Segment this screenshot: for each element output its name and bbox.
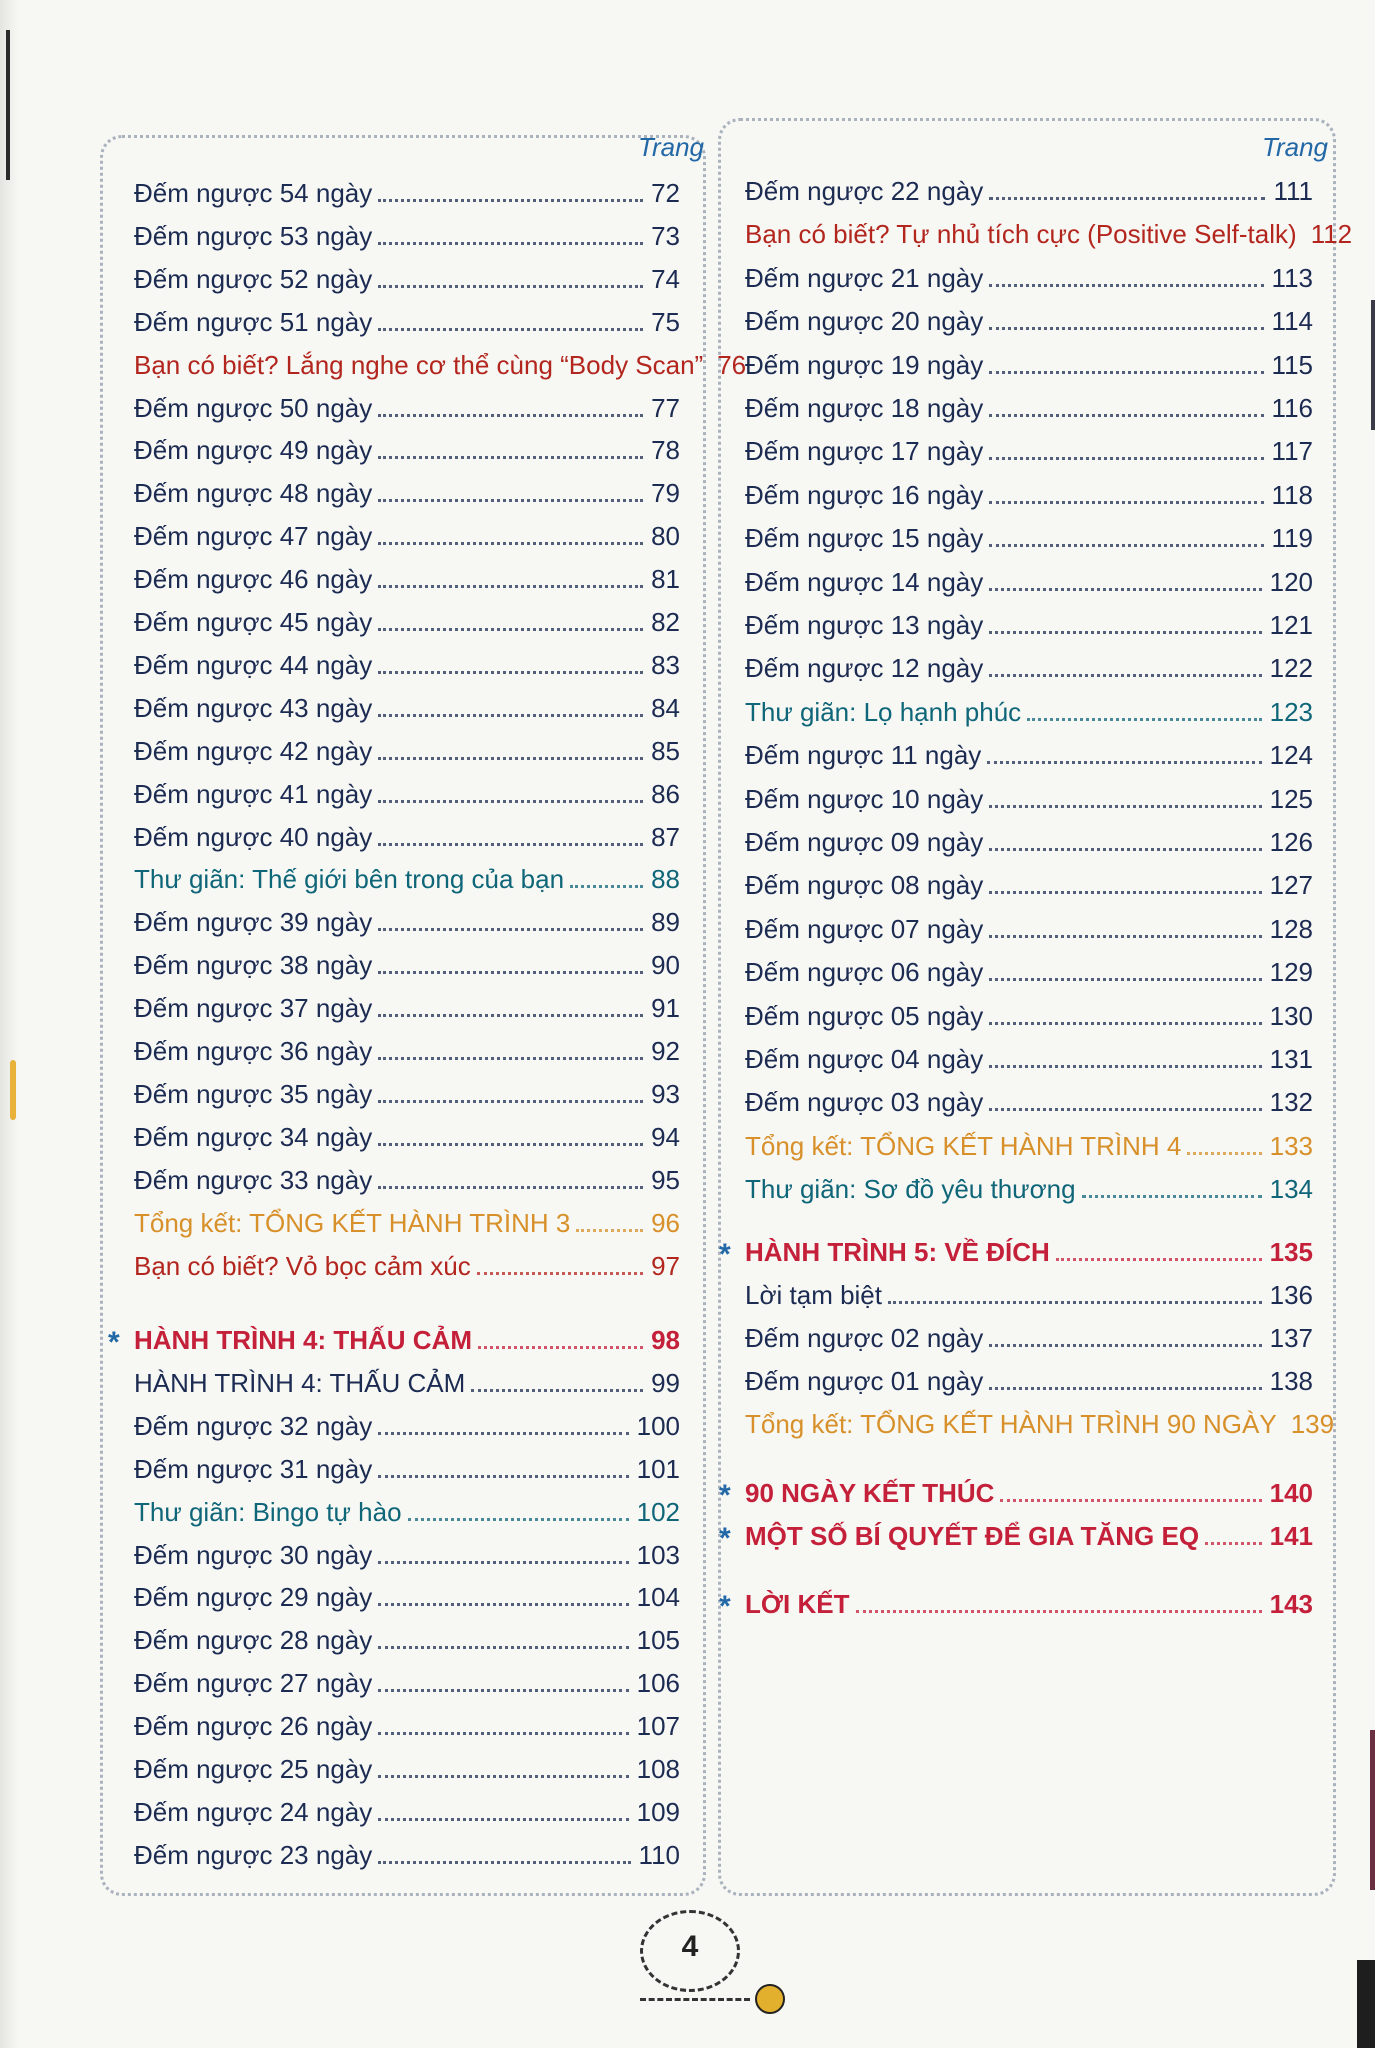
toc-entry-label: Đếm ngược 09 ngày [745,827,984,857]
toc-entry-page: 130 [1269,1000,1313,1031]
toc-entry [134,776,680,812]
toc-entry-label: Đếm ngược 48 ngày [134,478,373,509]
dot-leader [378,285,643,288]
page-edge-shadow [0,0,18,2048]
toc-entry [745,1128,1313,1164]
toc-entry-label: Thư giãn: Sơ đồ yêu thương [745,1174,1076,1205]
dot-leader [378,928,643,931]
toc-entry [134,175,680,211]
toc-entry-label: Đếm ngược 13 ngày [745,610,984,640]
toc-entry [134,261,680,297]
page-header-label-right: Trang [1262,132,1328,162]
toc-entry-page: 117 [1271,436,1313,467]
toc-entry-label: Đếm ngược 49 ngày [134,435,373,466]
toc-entry [134,1794,680,1830]
toc-entry-label: HÀNH TRÌNH 5: VỀ ĐÍCH [745,1237,1050,1267]
toc-entry-page: 94 [651,1121,680,1152]
dot-leader [987,761,1261,764]
toc-entry-page: 126 [1269,827,1313,857]
toc-entry-label: Đếm ngược 27 ngày [134,1668,373,1699]
toc-entry-label: Đếm ngược 30 ngày [134,1539,373,1570]
toc-entry [745,954,1313,990]
toc-entry-label: Đếm ngược 29 ngày [134,1582,373,1613]
toc-entry-page: 110 [638,1839,680,1870]
toc-entry-page: 109 [636,1796,680,1827]
toc-entry [134,690,680,726]
toc-entry-page: 92 [651,1036,680,1066]
toc-entry [745,520,1313,556]
dot-leader [989,284,1263,287]
dot-leader [378,499,643,502]
toc-entry [134,1119,680,1155]
toc-entry-page: 80 [651,521,680,552]
toc-entry [745,1084,1313,1120]
toc-entry [745,390,1313,426]
toc-entry [134,904,680,940]
toc-entry-page: 89 [651,907,680,938]
toc-entry-page: 99 [651,1367,680,1398]
dot-leader [989,327,1263,330]
toc-entry-label: Đếm ngược 31 ngày [134,1453,373,1484]
toc-entry-page: 136 [1269,1280,1313,1310]
dot-leader [989,805,1261,808]
toc-entry-label: Đếm ngược 10 ngày [745,783,984,814]
toc-entry-label: Đếm ngược 52 ngày [134,263,373,294]
toc-entry-page: 84 [651,692,680,723]
toc-entry [745,998,1313,1034]
dot-leader [576,1229,643,1232]
toc-section-entry [745,1586,1313,1622]
toc-entry [134,1248,680,1284]
dot-leader [378,843,643,846]
toc-entry-label: Đếm ngược 41 ngày [134,778,373,809]
toc-entry-page: 86 [651,778,680,809]
toc-entry [134,432,680,468]
toc-entry [745,694,1313,730]
toc-entry-label: Bạn có biết? Vỏ bọc cảm xúc [134,1250,471,1281]
edge-mark [1370,1730,1375,1890]
toc-entry-page: 103 [636,1539,680,1570]
toc-entry-label: Lời tạm biệt [745,1280,882,1310]
toc-entry-page: 116 [1271,393,1313,423]
toc-entry-label: Thư giãn: Lọ hạnh phúc [745,696,1022,727]
dot-leader [989,1108,1261,1111]
dot-leader [378,1689,628,1692]
toc-entry [134,1494,680,1530]
toc-entry-label: Đếm ngược 34 ngày [134,1121,373,1152]
toc-entry-label: Đếm ngược 12 ngày [745,653,984,684]
toc-section-entry [745,1234,1313,1270]
toc-entry-label: Đếm ngược 43 ngày [134,692,373,723]
asterisk-icon: * [719,1238,731,1271]
toc-entry-page: 74 [651,263,680,294]
toc-entry [745,781,1313,817]
dot-leader [378,1475,628,1478]
toc-section-entry [745,1518,1313,1554]
toc-entry [134,1837,680,1873]
toc-entry-page: 111 [1273,176,1313,206]
toc-entry-page: 72 [651,178,680,208]
dot-leader [378,199,643,202]
toc-entry-label: Đếm ngược 51 ngày [134,306,373,337]
toc-entry-page: 75 [651,306,680,337]
toc-entry-label: Đếm ngược 16 ngày [745,479,984,510]
toc-entry-page: 90 [651,950,680,981]
edge-mark [1357,1960,1375,2048]
dot-leader [378,1775,628,1778]
toc-entry-page: 131 [1269,1044,1313,1074]
toc-entry-page: 83 [651,649,680,680]
toc-entry-page: 107 [636,1711,680,1742]
dot-leader [989,1065,1261,1068]
toc-entry-page: 102 [636,1496,680,1527]
toc-entry [134,861,680,897]
toc-entry-page: 132 [1269,1087,1313,1118]
toc-entry-label: Đếm ngược 08 ngày [745,870,984,901]
toc-entry [134,604,680,640]
toc-entry-page: 139 [1290,1409,1335,1439]
toc-entry-label: Tổng kết: TỔNG KẾT HÀNH TRÌNH 4 [745,1130,1182,1161]
dot-leader [478,1346,643,1349]
dot-leader [378,1014,643,1017]
toc-entry-label: Đếm ngược 50 ngày [134,392,373,423]
toc-entry [745,1277,1313,1313]
dot-leader [378,1818,628,1821]
toc-entry-label: Đếm ngược 18 ngày [745,393,984,423]
toc-entry-page: 95 [651,1164,680,1195]
toc-section-entry [745,1475,1313,1511]
toc-entry-label: MỘT SỐ BÍ QUYẾT ĐỂ GIA TĂNG EQ [745,1521,1200,1551]
toc-entry [134,733,680,769]
toc-entry [134,647,680,683]
toc-entry [134,390,680,426]
dot-leader [989,891,1261,894]
toc-entry-page: 82 [651,607,680,637]
dot-leader [989,978,1261,981]
toc-entry-page: 121 [1269,610,1313,640]
dot-leader [378,542,643,545]
page-header-label-left: Trang [638,132,704,162]
toc-entry [134,1579,680,1615]
toc-entry-page: 129 [1269,957,1313,988]
toc-entry [745,1363,1313,1399]
toc-entry [745,1041,1313,1077]
toc-entry-label: Đếm ngược 39 ngày [134,907,373,938]
toc-entry-page: 127 [1269,870,1313,901]
toc-entry-page: 108 [636,1754,680,1784]
toc-entry-page: 91 [651,993,680,1024]
toc-entry-page: 133 [1269,1130,1313,1161]
dot-leader [378,1861,630,1864]
toc-entry-label: Đếm ngược 47 ngày [134,521,373,552]
toc-entry-page: 105 [636,1625,680,1656]
dot-leader [378,585,643,588]
toc-entry-page: 115 [1271,349,1313,380]
dot-leader [1205,1542,1262,1545]
toc-entry-label: Đếm ngược 02 ngày [745,1323,984,1353]
toc-entry-label: HÀNH TRÌNH 4: THẤU CẢM [134,1367,466,1398]
toc-entry-label: Đếm ngược 40 ngày [134,821,373,852]
dot-leader [378,800,643,803]
dot-leader [378,1646,628,1649]
dot-leader [989,1022,1261,1025]
dot-leader [378,414,643,417]
dot-leader [378,1432,628,1435]
toc-entry-label: Đếm ngược 44 ngày [134,649,373,680]
toc-entry-label: Đếm ngược 03 ngày [745,1087,984,1118]
dot-leader [989,848,1261,851]
toc-entry-label: Đếm ngược 45 ngày [134,607,373,637]
dot-leader [989,1344,1261,1347]
toc-entry [134,518,680,554]
dot-leader [989,414,1263,417]
dot-leader [378,1143,643,1146]
dot-leader [989,501,1263,504]
toc-entry [745,1171,1313,1207]
toc-entry [134,1076,680,1112]
dot-leader [570,885,643,888]
asterisk-icon: * [108,1326,120,1359]
toc-entry [745,824,1313,860]
toc-entry-page: 93 [651,1078,680,1109]
dot-leader [378,1603,628,1606]
dot-leader [378,1561,628,1564]
toc-entry-page: 124 [1269,740,1313,771]
toc-entry-label: Đếm ngược 23 ngày [134,1839,373,1870]
toc-entry [134,347,747,383]
toc-entry-label: Đếm ngược 33 ngày [134,1164,373,1195]
dot-leader [989,544,1263,547]
dot-leader [378,714,643,717]
toc-entry-page: 100 [636,1410,680,1441]
toc-entry-label: Đếm ngược 42 ngày [134,735,373,766]
dot-leader [989,935,1261,938]
toc-entry-label: Đếm ngược 06 ngày [745,957,984,988]
toc-entry-label: Đếm ngược 32 ngày [134,1410,373,1441]
toc-entry [745,477,1313,513]
toc-entry [134,1537,680,1573]
page-number: 4 [681,1930,699,1963]
toc-entry-label: Đếm ngược 25 ngày [134,1754,373,1784]
edge-mark [1371,300,1375,430]
toc-entry-page: 122 [1269,653,1313,684]
toc-entry-page: 143 [1269,1589,1313,1619]
toc-entry [745,564,1313,600]
toc-entry-label: Đếm ngược 04 ngày [745,1044,984,1074]
toc-entry-label: Thư giãn: Bingo tự hào [134,1496,402,1527]
toc-entry [134,1708,680,1744]
toc-entry [745,303,1313,339]
toc-entry-label: Đếm ngược 11 ngày [745,740,982,771]
toc-entry [134,218,680,254]
dot-leader [378,1732,628,1735]
toc-entry-page: 119 [1271,523,1313,554]
toc-entry-page: 78 [651,435,680,466]
toc-entry-label: Đếm ngược 38 ngày [134,950,373,981]
toc-entry [134,1451,680,1487]
toc-entry-page: 79 [651,478,680,509]
toc-entry-label: Đếm ngược 46 ngày [134,564,373,595]
toc-entry [134,1622,680,1658]
toc-entry [134,475,680,511]
dot-leader [378,328,643,331]
toc-entry-page: 123 [1269,696,1313,727]
toc-entry-page: 112 [1310,219,1353,250]
toc-entry-page: 120 [1269,566,1313,597]
dot-leader [378,1100,643,1103]
toc-entry [134,990,680,1026]
toc-entry-page: 98 [651,1325,680,1355]
toc-entry-label: Đếm ngược 24 ngày [134,1796,373,1827]
toc-entry [745,911,1313,947]
toc-entry-page: 137 [1269,1323,1313,1353]
toc-entry-page: 106 [636,1668,680,1699]
toc-entry [134,1365,680,1401]
toc-entry-label: Đếm ngược 07 ngày [745,913,984,944]
asterisk-icon: * [719,1479,731,1512]
dot-leader [989,197,1265,200]
toc-entry-label: HÀNH TRÌNH 4: THẤU CẢM [134,1325,472,1355]
dot-leader [1027,718,1261,721]
toc-entry [745,1320,1313,1356]
toc-entry-page: 101 [636,1453,680,1484]
toc-entry [134,819,680,855]
dot-leader [378,971,643,974]
dot-leader [1082,1195,1262,1198]
toc-entry-page: 138 [1269,1366,1313,1396]
toc-entry-label: Bạn có biết? Tự nhủ tích cực (Positive Self-talk) [745,219,1297,250]
toc-entry-label: Đếm ngược 36 ngày [134,1036,373,1066]
toc-entry-label: Đếm ngược 19 ngày [745,349,984,380]
toc-entry-label: LỜI KẾT [745,1589,850,1619]
toc-entry [134,1665,680,1701]
dot-leader [477,1272,643,1275]
toc-entry [134,947,680,983]
dot-leader [1000,1499,1261,1502]
toc-entry-page: 77 [651,392,680,423]
toc-entry [745,737,1313,773]
toc-entry-label: Đếm ngược 01 ngày [745,1366,984,1396]
dot-leader [1056,1258,1262,1261]
dot-leader [856,1610,1262,1613]
toc-entry [745,173,1313,209]
toc-entry [745,347,1313,383]
toc-entry-label: Đếm ngược 35 ngày [134,1078,373,1109]
toc-entry-page: 125 [1269,783,1313,814]
toc-entry [745,650,1313,686]
page-number-dashes [640,1998,750,2001]
bee-icon [755,1984,785,2014]
dot-leader [378,1186,643,1189]
toc-entry-page: 81 [651,564,680,595]
toc-entry-page: 104 [636,1582,680,1613]
dot-leader [378,1057,643,1060]
toc-entry-label: Đếm ngược 22 ngày [745,176,984,206]
toc-entry [134,1162,680,1198]
toc-entry-page: 113 [1271,262,1313,293]
dot-leader [378,671,643,674]
toc-entry-page: 97 [651,1250,680,1281]
dot-leader [989,457,1263,460]
dot-leader [888,1301,1262,1304]
toc-entry-page: 134 [1269,1174,1313,1205]
toc-entry-label: Đếm ngược 20 ngày [745,306,984,337]
toc-entry-page: 141 [1269,1521,1313,1551]
toc-entry [745,433,1313,469]
toc-entry-label: Thư giãn: Thế giới bên trong của bạn [134,864,565,895]
toc-entry-label: Đếm ngược 37 ngày [134,993,373,1024]
asterisk-icon: * [719,1590,731,1623]
dot-leader [408,1518,629,1521]
toc-entry-label: Đếm ngược 54 ngày [134,178,373,208]
dot-leader [378,628,643,631]
toc-entry-page: 114 [1271,306,1313,337]
toc-entry-label: Tổng kết: TỔNG KẾT HÀNH TRÌNH 90 NGÀY [745,1409,1277,1439]
toc-entry-page: 140 [1269,1478,1313,1508]
dot-leader [989,588,1261,591]
toc-entry-label: Đếm ngược 05 ngày [745,1000,984,1031]
toc-entry-label: Tổng kết: TỔNG KẾT HÀNH TRÌNH 3 [134,1207,571,1238]
dot-leader [471,1389,643,1392]
toc-entry-page: 87 [651,821,680,852]
toc-entry-page: 85 [651,735,680,766]
dot-leader [989,371,1263,374]
toc-entry-label: Đếm ngược 15 ngày [745,523,984,554]
dot-leader [378,757,643,760]
dot-leader [1187,1152,1261,1155]
toc-entry-label: Bạn có biết? Lắng nghe cơ thể cùng “Body Scan” [134,349,704,380]
toc-entry [134,561,680,597]
dot-leader [989,631,1261,634]
dot-leader [378,242,643,245]
toc-entry-label: Đếm ngược 14 ngày [745,566,984,597]
toc-entry [745,607,1313,643]
dot-leader [989,1387,1261,1390]
toc-entry [745,260,1313,296]
binding-mark [10,1060,16,1120]
toc-entry [745,1406,1335,1442]
asterisk-icon: * [719,1522,731,1555]
toc-entry [745,216,1353,252]
toc-section-entry [134,1322,680,1358]
toc-entry [134,1205,680,1241]
toc-entry-page: 135 [1269,1237,1313,1267]
toc-entry-page: 88 [651,864,680,895]
toc-entry [134,1033,680,1069]
toc-entry-page: 73 [651,220,680,251]
toc-entry-page: 96 [651,1207,680,1238]
toc-entry [134,304,680,340]
toc-entry-label: Đếm ngược 26 ngày [134,1711,373,1742]
dot-leader [378,456,643,459]
toc-entry-page: 128 [1269,913,1313,944]
dot-leader [989,674,1261,677]
toc-entry-label: Đếm ngược 17 ngày [745,436,984,467]
toc-entry-label: Đếm ngược 53 ngày [134,220,373,251]
toc-entry-label: Đếm ngược 28 ngày [134,1625,373,1656]
toc-entry [745,867,1313,903]
toc-entry [134,1408,680,1444]
toc-entry-label: 90 NGÀY KẾT THÚC [745,1478,995,1508]
toc-entry-page: 118 [1271,479,1313,510]
toc-entry [134,1751,680,1787]
binding-mark [6,30,10,180]
toc-entry-label: Đếm ngược 21 ngày [745,262,984,293]
toc-entry-page: 76 [717,349,747,380]
